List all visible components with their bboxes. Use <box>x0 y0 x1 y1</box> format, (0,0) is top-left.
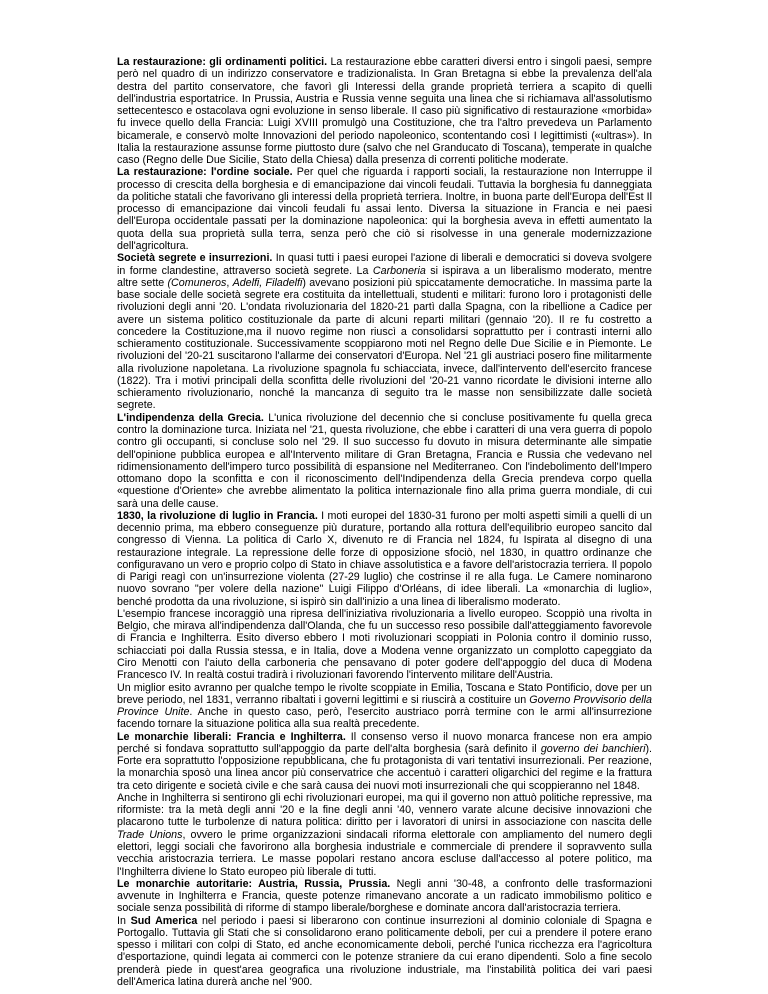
body-text: , <box>226 276 233 289</box>
body-text: ) avevano posizioni più spiccatamente democratiche. In massima parte la base sociale delle società segrete era costituita da intellettuali, studenti e militari: furono loro i protagonisti delle rivoluzioni degli anni '20. L'ondata rivoluzionaria del 1820-21 partì dalla Spagna, con la ribellione a Cadice per avere un sistema politico costituzionale da parte di alcuni reparti militari (gennaio '20). Il re fu costretto a concedere la Costituzione,ma il nuovo regime non riuscì a consolidarsi soprattutto per i contrasti interni allo schieramento costituzionale. Successivamente scoppiarono moti nel Regno delle Due Sicilie e in Piemonte. Le rivoluzioni del '20-21 suscitarono l'allarme dei conservatori d'Europa. Nel '21 gli austriaci posero fine militarmente alla rivoluzione napoletana. La rivoluzione spagnola fu schiacciata, invece, dall'intervento dell'esercito francese (1822). Tra i motivi principali della sconfitta delle rivoluzioni del '20-21 vanno ricordate le divisioni interne allo schieramento rivoluzionario, nonché la mancanza di seguito tra le masse non sensibilizzate dalle società segrete. <box>117 276 652 412</box>
paragraph <box>117 56 652 166</box>
body-text: , ovvero le prime organizzazioni sindacali riforma elettorale con ampliamento del numero degli elettori, leggi sociali che favorirono alla borghesia industriale e commerciale di prendere il sopravvento sulla vecchia aristocrazia terriera. Le masse popolari restano ancora escluse dall'accesso al potere politico, ma l'Inghilterra diviene lo Stato europeo più liberale di tutti. <box>117 828 652 878</box>
paragraph <box>117 731 652 792</box>
body-text: . Anche in questo caso, però, l'esercito austriaco porrà termine con le armi all'insurrezione facendo tornare la situazione politica alla sua realtà precedente. <box>117 706 652 731</box>
document-body <box>117 56 652 988</box>
paragraph <box>117 878 652 915</box>
paragraph <box>117 915 652 989</box>
body-text: Anche in Inghilterra si sentirono gli echi rivoluzionari europei, ma qui il governo non attuò politiche repressive, ma riformiste: tra la metà degli anni '20 e la fine degli anni '40, vennero varate alcune decisive innovazioni che placarono tutte le turbolenze di natura politica: diritto per i lavoratori di unirsi in associazione con nascita delle <box>117 791 652 829</box>
section-heading: Le monarchie liberali: Francia e Inghilterra. <box>117 730 346 743</box>
section-heading: Società segrete e insurrezioni. <box>117 252 273 265</box>
body-text: Il consenso verso il nuovo monarca francese non era ampio perché si fondava soprattutto sull'appoggio da parte dell'alta borghesia (sarà definito il <box>117 730 652 755</box>
paragraph <box>117 166 652 252</box>
body-text: In quasi tutti i paesi europei l'azione di liberali e democratici si doveva svolgere in forme clandestine, attraverso società segrete. La <box>117 252 653 277</box>
body-text: Negli anni '30-48, a confronto delle trasformazioni avvenute in Inghilterra e Francia, queste potenze rimanevano ancorate a un radicato immobilismo politico e sociale senza possibilità di riforme di stampo liberale/borghese e dominate ancora dall'aristocrazia terriera. <box>117 877 652 915</box>
section-heading: La restaurazione: gli ordinamenti politici. <box>117 56 328 68</box>
paragraph <box>117 252 652 411</box>
body-text: si ispirava a un liberalismo moderato, mentre altre sette <box>117 264 652 289</box>
section-heading: Le monarchie autoritarie: Austria, Russia, Prussia. <box>117 877 391 890</box>
section-heading: Sud America <box>130 914 198 927</box>
body-text: La restaurazione ebbe caratteri diversi entro i singoli paesi, sempre però nel quadro di un indirizzo conservatore e tradizionalista. In Gran Bretagna si ebbe la prevalenza dell'ala destra del partito conservatore, che favorì gli Interessi della grande proprietà terriera a scapito di quelli dell'industria esportatrice. In Prussia, Austria e Russia venne seguita una linea che si richiamava all'assolutismo settecentesco e ostacolava ogni evoluzione in senso liberale. Il caso più significativo di restaurazione «morbida» fu invece quello della Francia: Luigi XVIII promulgò una Costituzione, che tra l'altro prevedeva un Parlamento bicamerale, e conservò molte Innovazioni del periodo napoleonico, scontentando così I legittimisti («ultras»). In Italia la restaurazione assunse forme piuttosto dure (salvo che nel Granducato di Toscana), temperate in qualche caso (Regno delle Due Sicilie, Stato della Chiesa) dalla presenza di correnti politiche moderate. <box>117 56 652 167</box>
paragraph <box>117 792 652 878</box>
body-text: L'esempio francese incoraggiò una ripresa dell'iniziativa rivoluzionaria a livello europeo. Scoppiò una rivolta in Belgio, che mirava all'indipendenza dall'Olanda, che fu un successo reso possibile dall'atteggiamento favorevole di Francia e Inghilterra. Esito diverso ebbero I moti rivoluzionari scoppiati in Polonia contro il dominio russo, schiacciati poi dalla Russia stessa, e in Italia, dove a Modena venne organizzato un complotto capeggiato da Ciro Menotti con l'aiuto della carboneria che pensavano di poter godere dell'appoggio del duca di Modena Francesco IV. In realtà costui tradirà i rivoluzionari favorendo l'intervento militare dell'Austria. <box>117 607 652 682</box>
paragraph <box>117 412 652 510</box>
paragraph <box>117 682 652 731</box>
paragraph <box>117 608 652 682</box>
emphasis-text: (Comuneros <box>167 276 227 289</box>
body-text: Un miglior esito avranno per qualche tempo le rivolte scoppiate in Emilia, Toscana e Stato Pontificio, dove per un breve periodo, nel 1831, verranno ribaltati i governi legittimi e si riuscirà a costituire un <box>117 681 652 706</box>
emphasis-text: Adelfi, Filadelfi <box>232 276 303 289</box>
body-text: nel periodo i paesi si liberarono con continue insurrezioni al dominio coloniale di Spagna e Portogallo. Tuttavia gli Stati che si consolidarono erano politicamente deboli, per cui a prendere il potere erano spesso i militari con colpi di Stato, ed anche economicamente deboli, perché l'unica ricchezza era l'agricoltura d'esportazione, quindi legata ai commerci con le potenze straniere da cui erano dipendenti. Solo a fine secolo prenderà piede in quest'area geografica una rivoluzione industriale, ma l'instabilità politica dei vari paesi dell'America latina durerà anche nel '900. <box>117 914 652 988</box>
body-text: In <box>117 914 131 927</box>
body-text: I moti europei del 1830-31 furono per molti aspetti simili a quelli di un decennio prima, ma ebbero conseguenze più durature, portando alla rottura dell'equilibrio europeo sancito dal congresso di Vienna. La politica di Carlo X, divenuto re di Francia nel 1824, fu Ispirata al disegno di una restaurazione integrale. La repressione delle forze di opposizione sfociò, nel 1830, in quattro ordinanze che configuravano un vero e proprio colpo di Stato in chiave assolutistica e a favore dell'aristocrazia terriera. Il popolo di Parigi reagì con un'insurrezione violenta (27-29 luglio) che costrinse il re alla fuga. Le Camere nominarono nuovo sovrano "per volere della nazione" Luigi Filippo d'Orléans, di idee liberali. La «monarchia di luglio», benché prodotta da una rivoluzione, si ispirò sin dall'inizio a una linea di liberalismo moderato. <box>117 509 652 608</box>
body-text: ). Forte era soprattutto l'opposizione repubblicana, che fu protagonista di vari tentativi insurrezionali. Per reazione, la monarchia sposò una linea ancor più conservatrice che accentuò i caratteri oligarchici del regime e la frattura tra ceto dirigente e società civile e che sarà causa dei nuovi moti insurrezionali che qui scoppieranno nel 1848. <box>117 742 652 792</box>
emphasis-text: Carboneria <box>372 264 426 277</box>
emphasis-text: Trade Unions <box>117 828 183 841</box>
section-heading: 1830, la rivoluzione di luglio in Francia. <box>117 509 318 522</box>
section-heading: L'indipendenza della Grecia. <box>117 411 264 424</box>
section-heading: La restaurazione: l'ordine sociale. <box>117 166 293 179</box>
body-text: L'unica rivoluzione del decennio che si concluse positivamente fu quella greca contro la dominazione turca. Iniziata nel '21, questa rivoluzione, che ebbe i caratteri di una vera guerra di popolo contro gli occupanti, si concluse solo nel '29. Il suo successo fu dovuto in misura determinante alle simpatie dell'opinione pubblica europea e all'Intervento militare di Gran Bretagna, Francia e Russia che vedevano nel ridimensionamento dell'impero turco possibilità di espansione nel Mediterraneo. Con l'indebolimento dell'Impero ottomano dopo la sconfitta e con il riconoscimento dell'Indipendenza della Grecia prendeva corpo quella «questione d'Oriente» che avrebbe alimentato la politica internazionale fino alla prima guerra mondiale, di cui sarà una delle cause. <box>117 411 652 510</box>
body-text: Per quel che riguarda i rapporti sociali, la restaurazione non Interruppe il processo di crescita della borghesia e di emancipazione dai vincoli feudali. Tuttavia la borghesia fu danneggiata da politiche statali che favorivano gli interessi della proprietà terriera. Inoltre, in buona parte dell'Europa dell'Est Il processo di emancipazione dai vincoli feudali fu assai lento. Diversa la situazione in Francia e nei paesi dell'Europa occidentale passati per la dominazione napoleonica: qui la borghesia aveva in effetti aumentato la quota della sua proprietà sulla terra, senza però che ciò si risolvesse in una generale modernizzazione dell'agricoltura. <box>117 166 652 252</box>
emphasis-text: governo dei banchieri <box>540 742 646 755</box>
paragraph <box>117 510 652 608</box>
emphasis-text: Governo Provvisorio della Province Unite <box>117 693 652 719</box>
